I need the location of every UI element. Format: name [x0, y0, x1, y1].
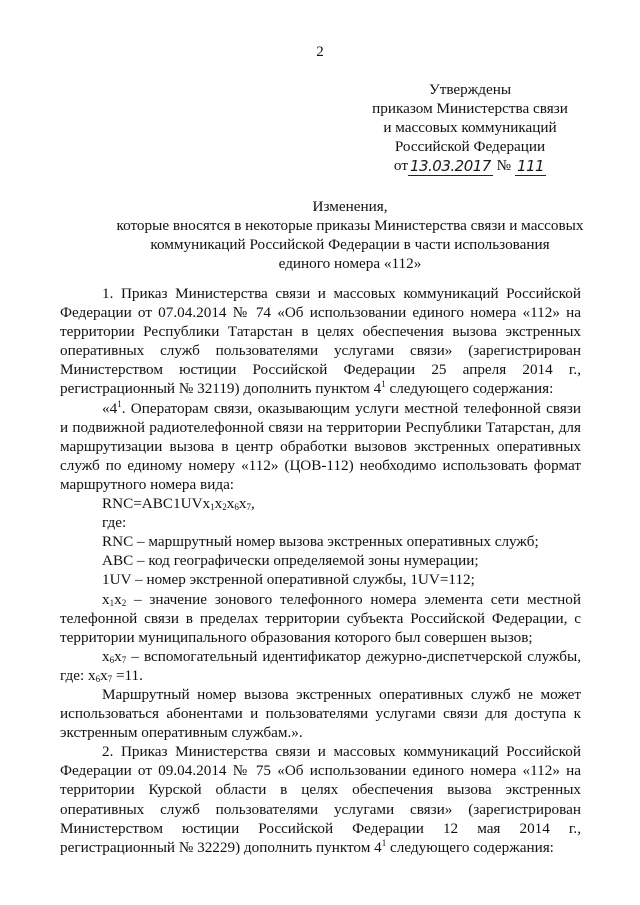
title-line-1: Изменения, — [312, 198, 388, 215]
title-line-3: коммуникаций Российской Федерации в части использования — [150, 236, 550, 253]
document-title — [60, 197, 640, 273]
x67-end-x: x — [100, 666, 108, 684]
quote-text: . Операторам связи, оказывающим услуги местной телефонной связи и подвижной радиотелефонной связи на территории Республики Татарстан, для маршрутизации вызова в центр обработки вызовов экстренных оперативных служб по единому номеру «112» (ЦОВ-112) необходимо использовать формат маршрутного номера вида: — [60, 399, 581, 493]
approval-date-line — [360, 156, 580, 176]
title-line-4: единого номера «112» — [278, 255, 422, 272]
title-line-2: которые вносятся в некоторые приказы Министерства связи и массовых — [116, 217, 584, 234]
p1-superscript: 1 — [381, 379, 386, 390]
formula-sub-7: 7 — [246, 502, 251, 513]
approval-line-4: Российской Федерации — [394, 138, 546, 155]
p2-text: 2. Приказ Министерства связи и массовых коммуникаций Российской Федерации от 09.04.2014 № 75 «Об использовании единого номера «112» на территории Курской области в целях обеспечения вызова экстренных оперативных служб пользователями услугами связи» (зарегистрирован Министерством юстиции Российской Федерации 12 мая 2014 г., регистрационный № 32229) дополнить пунктом 4 — [60, 743, 581, 856]
paragraph-1 — [60, 284, 581, 399]
x67-end-sub-7: 7 — [107, 673, 113, 684]
quote-open: «4 — [102, 399, 118, 417]
x67-sub-6: 6 — [109, 654, 115, 665]
quote-superscript: 1 — [117, 398, 122, 409]
final-paragraph: Маршрутный номер вызова экстренных оперативных служб не может использоваться абонентами и пользователями услугами связи для доступа к экстренным оперативным службам.». — [60, 685, 581, 742]
x67-b: x — [114, 647, 122, 665]
p1-end: следующего содержания: — [385, 380, 554, 398]
x12-a: x — [102, 590, 110, 608]
formula — [60, 494, 581, 513]
x12-text: – значение зонового телефонного номера элемента сети местной телефонной связи в пределах территории субъекта Российской Федерации, с территории муниципального образования которого был совершен вызов; — [60, 590, 581, 646]
where-line: где: — [102, 514, 127, 532]
rnc-definition: RNC – маршрутный номер вызова экстренных оперативных служб; — [102, 533, 539, 551]
p2-superscript: 1 — [381, 837, 387, 848]
number-sign: № — [496, 157, 512, 174]
formula-main: RNC=ABC1UVx — [102, 495, 211, 513]
p1-text: 1. Приказ Министерства связи и массовых коммуникаций Российской Федерации от 07.04.2014 № 74 «Об использовании единого номера «112» на территории Республики Татарстан в целях обеспечения вызова экстренных оперативных служб пользователями услугами связи» (зарегистрирован Министерством юстиции Российской Федерации 25 апреля 2014 г., регистрационный № 32119) дополнить пунктом 4 — [60, 285, 581, 398]
page-number: 2 — [316, 44, 324, 60]
x67-end-sub-6: 6 — [95, 673, 101, 684]
x12-b: x — [114, 590, 122, 608]
formula-sub-6: 6 — [234, 502, 239, 513]
abc-definition: АВС – код географически определяемой зоны нумерации; — [102, 552, 479, 570]
formula-x2: x — [214, 495, 223, 513]
formula-sub-1: 1 — [210, 502, 215, 513]
x67-sub-7: 7 — [121, 654, 127, 665]
x67-a: x — [102, 647, 110, 665]
formula-end: , — [250, 495, 255, 513]
approval-line-3: и массовых коммуникаций — [383, 119, 557, 136]
x1x2-definition — [60, 590, 581, 647]
approval-block — [360, 80, 580, 176]
approval-line-2: приказом Министерства связи — [372, 100, 568, 117]
formula-x7: x — [238, 495, 247, 513]
x12-sub-1: 1 — [109, 597, 115, 608]
uv-definition: 1UV – номер экстренной оперативной службы, 1UV=112; — [102, 571, 475, 589]
handwritten-number: 111 — [516, 157, 545, 175]
x12-sub-2: 2 — [121, 597, 127, 608]
x6x7-definition — [60, 647, 581, 685]
handwritten-date: 13.03.2017 — [409, 157, 491, 175]
paragraph-2 — [60, 742, 581, 857]
formula-x6: x — [226, 495, 235, 513]
approval-line-1: Утверждены — [428, 81, 512, 98]
quoted-paragraph — [60, 399, 581, 494]
x67-end-value: =11. — [112, 666, 143, 684]
date-prefix: от — [393, 157, 408, 174]
p2-end: следующего содержания: — [386, 838, 554, 856]
document-body — [60, 284, 581, 857]
x67-text: – вспомогательный идентификатор дежурно-диспетчерской службы, где: x — [60, 647, 581, 684]
formula-sub-2: 2 — [222, 502, 227, 513]
